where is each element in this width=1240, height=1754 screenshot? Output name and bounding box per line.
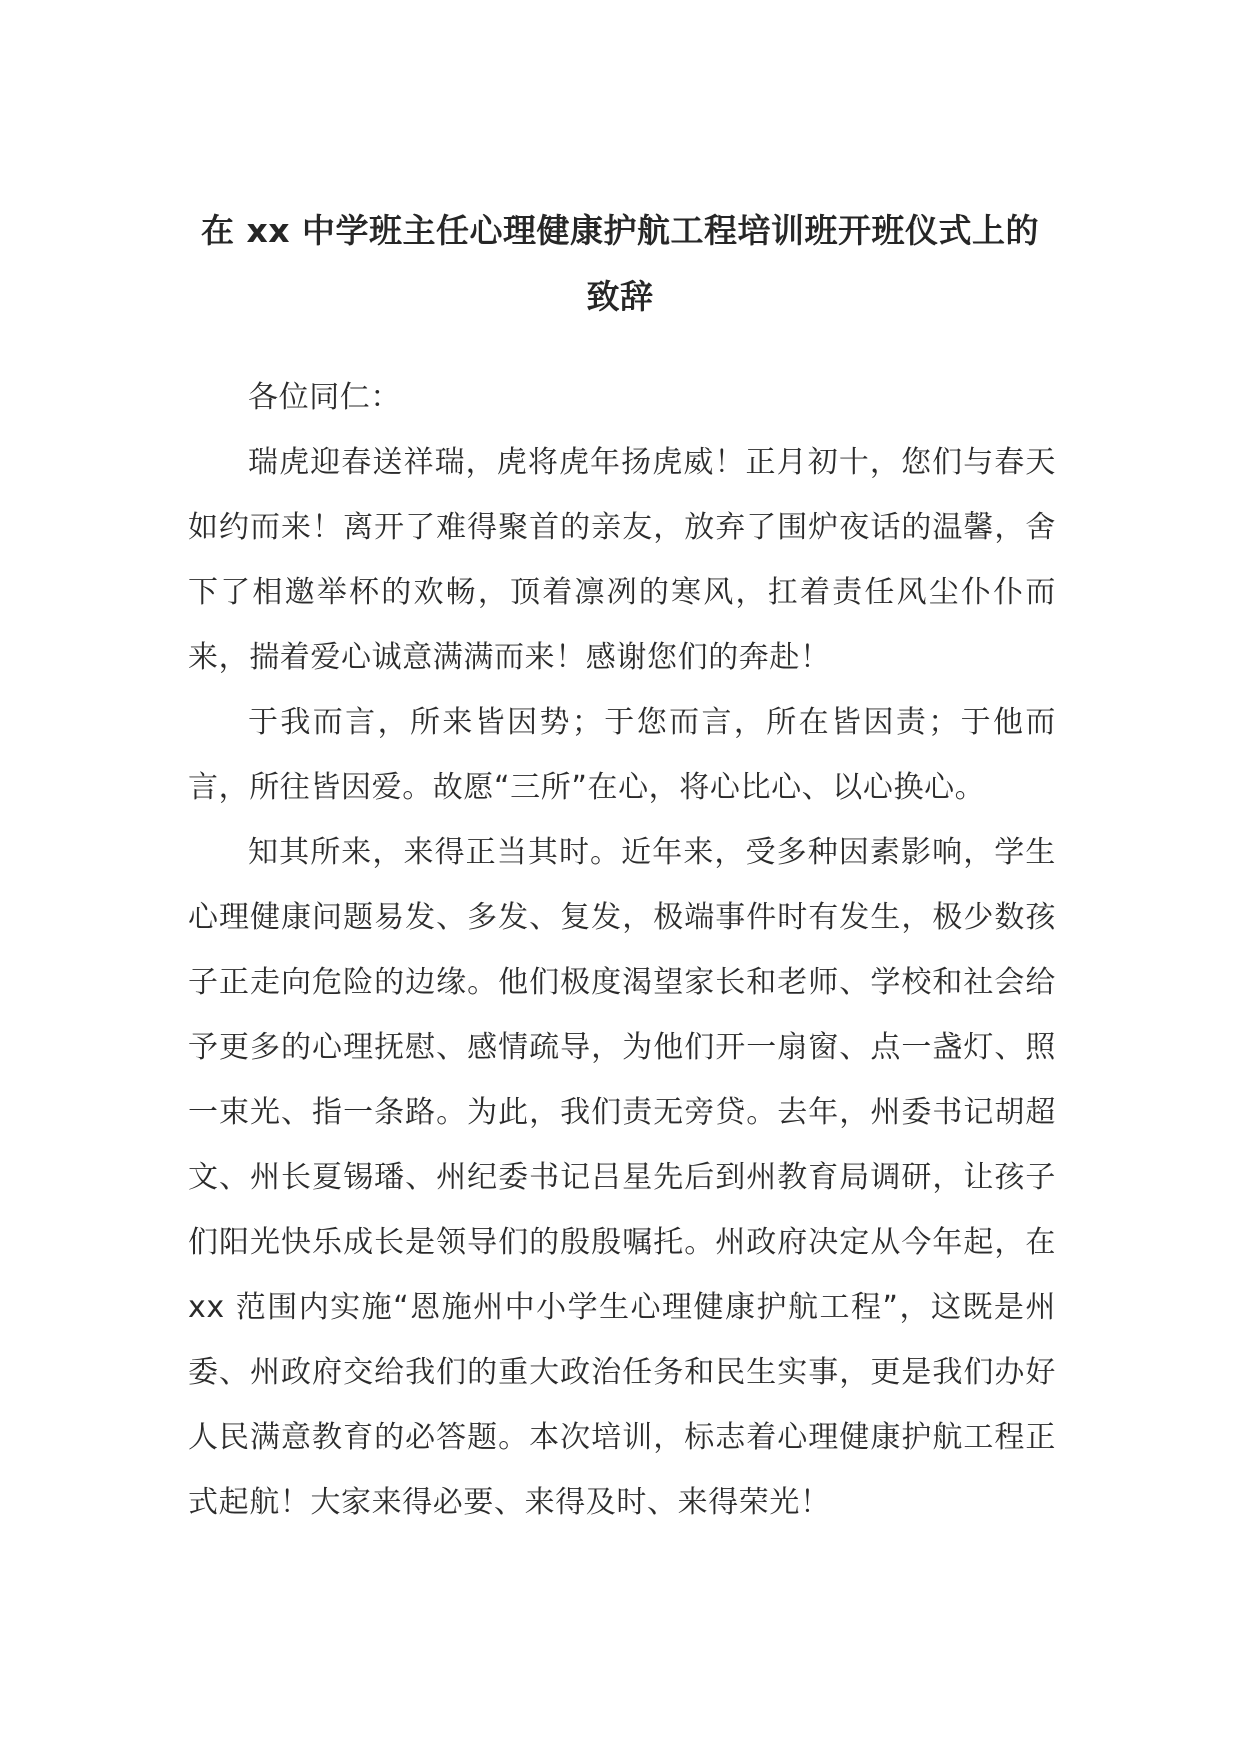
body-paragraph: 于我而言，所来皆因势；于您而言，所在皆因责；于他而言，所往皆因爱。故愿“三所”在心，将心比心、以心换心。 xyxy=(188,705,1056,805)
document-title: 在 xx 中学班主任心理健康护航工程培训班开班仪式上的致辞 xyxy=(200,211,1040,316)
body-paragraph: 知其所来，来得正当其时。近年来，受多种因素影响，学生心理健康问题易发、多发、复发，极端事件时有发生，极少数孩子正走向危险的边缘。他们极度渴望家长和老师、学校和社会给予更多的心理抚慰、感情疏导，为他们开一扇窗、点一盏灯、照一束光、指一条路。为此，我们责无旁贷。去年，州委书记胡超文、州长夏锡璠、州纪委书记吕星先后到州教育局调研，让孩子们阳光快乐成长是领导们的殷殷嘱托。州政府决定从今年起，在 xx 范围内实施“恩施州中小学生心理健康护航工程”，这既是州委、州政府交给我们的重大政治任务和民生实事，更是我们办好人民满意教育的必答题。本次培训，标志着心理健康护航工程正式起航！大家来得必要、来得及时、来得荣光！ xyxy=(188,835,1056,1520)
body-paragraph: 瑞虎迎春送祥瑞，虎将虎年扬虎威！正月初十，您们与春天如约而来！离开了难得聚首的亲友，放弃了围炉夜话的温馨，舍下了相邀举杯的欢畅，顶着凛冽的寒风，扛着责任风尘仆仆而来，揣着爱心诚意满满而来！感谢您们的奔赴！ xyxy=(188,445,1056,675)
salutation-paragraph: 各位同仁： xyxy=(248,380,401,415)
document-body xyxy=(188,365,1056,1535)
